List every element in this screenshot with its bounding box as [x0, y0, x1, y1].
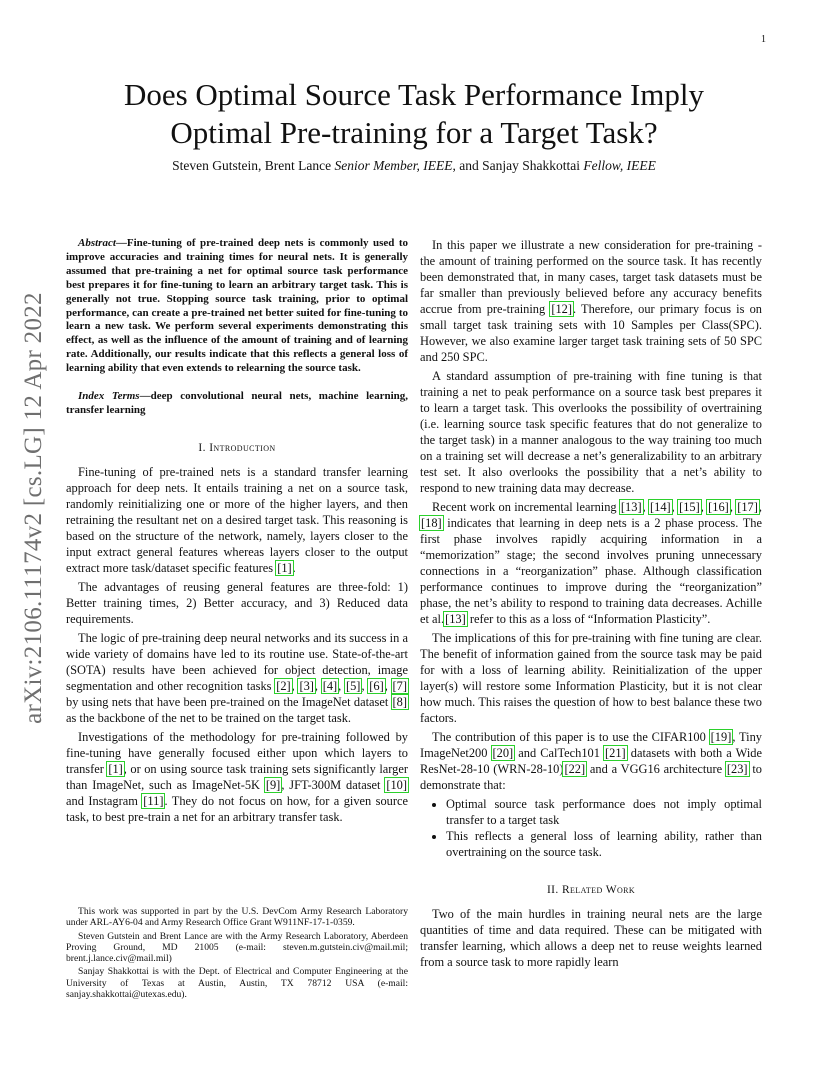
text-run: ,: [384, 678, 392, 693]
citation-link[interactable]: [8]: [392, 694, 407, 709]
intro-paragraph-4: [66, 729, 408, 825]
text-run: to demonstrate that:: [420, 762, 762, 792]
text-run: ,: [642, 500, 649, 514]
text-run: Investigations of the methodology for pre-training followed by fine-tuning have generally focused either upon which layers to transfer: [66, 729, 408, 776]
text-run: ,: [700, 500, 708, 514]
title-line-2: Optimal Pre-training for a Target Task?: [170, 115, 658, 150]
text-run: The contribution of this paper is to use the CIFAR100: [432, 730, 710, 744]
section-heading-introduction: [66, 442, 408, 454]
text-run: ,: [361, 678, 369, 693]
citation-link[interactable]: [20]: [492, 746, 514, 760]
citation-link[interactable]: [14]: [650, 500, 671, 514]
left-column: [66, 237, 408, 828]
footnote-funding: This work was supported in part by the U.S. DevCom Army Research Laboratory under ARL-AY6-04 and Army Research Office Grant W911NF-17-1-0359.: [66, 906, 408, 929]
citation-link[interactable]: [13]: [445, 612, 466, 626]
text-run: A standard assumption of pre-training with fine tuning is that training a net to peak performance on a source task best prepares it to learn a target task. This overlooks the possibility of overtraining (i.e. learning source task specific features that do not generalize to the target task) in a manner analogous to the way training too much on a training set will decrease a net’s generalizability to an arbitrary test set. It also overlooks the possibility that a net’s ability to respond to new training data may decrease.: [420, 369, 762, 495]
author-line: [66, 158, 762, 174]
footnote-affiliation-arl: Steven Gutstein and Brent Lance are with the Army Research Laboratory, Aberdeen Proving Ground, MD 21005 (e-mail: steven.m.gutstein.civ@mail.mil; brent.j.lance.civ@mail.mil): [66, 930, 408, 965]
citation-link[interactable]: [23]: [726, 762, 748, 776]
text-run: Fine-tuning of pre-trained nets is a standard transfer learning approach for deep nets. It entails training a net on a source task, randomly reinitializing one or more of the higher layers, and then retraining the resultant net on a desired target task. This reasoning is based on the structure of the network, namely, layers closer to the input extract general features whereas layers closer to the output extract more task/dataset specific features: [66, 464, 408, 575]
text-run: . They do not focus on how, for a given source task, to best pre-train a net for an arbitrary transfer task.: [66, 793, 408, 824]
text-run: The logic of pre-training deep neural networks and its success in a wide variety of domains have led to its routine use. State-of-the-art (SOTA) results have been achieved for object detection, image segmentation and other recognition tasks: [66, 630, 408, 693]
index-terms: [66, 390, 408, 418]
text-run: ,: [729, 500, 737, 514]
text-run: , or on using source task training sets significantly larger than ImageNet, such as ImageNet-5K: [66, 761, 408, 792]
section-title: Related Work: [561, 884, 636, 896]
text-run: and Instagram: [66, 793, 143, 808]
citation-link[interactable]: [13]: [620, 500, 642, 514]
citation-link[interactable]: [2]: [276, 678, 291, 693]
section-title: Introduction: [209, 441, 276, 454]
paper-title: [66, 76, 762, 152]
text-run: , Tiny ImageNet200: [420, 730, 763, 760]
text-run: as the backbone of the net to be trained on the target task.: [66, 710, 352, 725]
index-terms-text: —deep convolutional neural nets, machine learning, transfer learning: [66, 390, 408, 416]
contribution-item: • Optimal source task performance does not imply optimal transfer to a target task: [446, 796, 762, 828]
contribution-item: • This reflects a general loss of learning ability, rather than overtraining on the source task.: [446, 828, 762, 860]
text-run: Two of the main hurdles in training neural nets are the large quantities of time and data required. These can be mitigated with transfer learning, which allows a deep net to reuse weights learned from a source task to more rapidly learn: [420, 907, 762, 969]
text-run: The implications of this for pre-training with fine tuning are clear. The benefit of information gained from the source task may be paid for with a loss of learning ability. Reinitialization of the upper layer(s) will restore some Information Plasticity, but it is not clear how much. This raises the question of how to best balance these two factors.: [420, 631, 762, 725]
title-line-1: Does Optimal Source Task Performance Imply: [123, 77, 705, 112]
citation-link[interactable]: [1]: [277, 560, 292, 575]
citation-link[interactable]: [11]: [143, 793, 164, 808]
citation-link[interactable]: [22]: [564, 762, 586, 776]
intro-paragraph-3: [66, 630, 408, 726]
citation-link[interactable]: [16]: [708, 500, 729, 514]
citation-link[interactable]: [7]: [392, 678, 407, 693]
text-run: by using nets that have been pre-trained on the ImageNet dataset: [66, 694, 392, 709]
right-column: [420, 237, 762, 973]
section-heading-related-work: [420, 884, 762, 896]
text-run: indicates that learning in deep nets is a 2 phase process. The first phase involves rapidly acquiring information in a “memorization” stage; the second involves pruning unnecessary connections in a “reorganization” phase. Although classification performance continues to improve during the “reorganization” phase, the net’s ability to respond to training data decreases. Achille et al.: [420, 516, 762, 626]
intro-paragraph-2: [66, 579, 408, 627]
index-terms-label: Index Terms: [78, 390, 140, 403]
page-number: 1: [761, 34, 766, 45]
citation-link[interactable]: [3]: [299, 678, 314, 693]
footnote-affiliation-ut: Sanjay Shakkottai is with the Dept. of Electrical and Computer Engineering at the University of Texas at Austin, Austin, TX 78712 USA (e-mail: sanjay.shakkottai@utexas.edu).: [66, 966, 408, 1001]
citation-link[interactable]: [21]: [605, 746, 626, 760]
author-role-1: Senior Member, IEEE: [334, 158, 453, 173]
section-number: II.: [546, 884, 562, 896]
authors-part-2: , and Sanjay Shakkottai: [452, 158, 584, 173]
authors-part-1: Steven Gutstein, Brent Lance: [172, 158, 335, 173]
text-run: refer to this as a loss of “Information Plasticity”.: [466, 612, 711, 626]
text-run: ,: [671, 500, 679, 514]
text-run: ,: [338, 678, 345, 693]
related-work-paragraph-1: [420, 906, 762, 970]
text-run: , JFT-300M dataset: [281, 777, 386, 792]
citation-link[interactable]: [6]: [369, 678, 384, 693]
text-run: datasets with both a Wide ResNet-28-10 (WRN-28-10): [420, 746, 762, 776]
right-paragraph-5: [420, 729, 762, 793]
text-run: Recent work on incremental learning: [432, 500, 620, 514]
citation-link[interactable]: [4]: [322, 678, 338, 693]
text-run: ,: [291, 678, 299, 693]
abstract-label: Abstract: [78, 237, 116, 249]
text-run: .: [292, 560, 296, 575]
text-run: and a VGG16 architecture: [586, 762, 726, 776]
text-run: ,: [314, 678, 322, 693]
citation-link[interactable]: [19]: [710, 730, 732, 744]
text-run: In this paper we illustrate a new consideration for pre-training - the amount of training performed on the source task. It has recently been demonstrated that, in many cases, target task datasets must be far smaller than previously believed before any accuracy benefits accrue from pre-training: [420, 238, 762, 316]
abstract: [66, 237, 408, 376]
right-paragraph-2: [420, 368, 762, 496]
intro-paragraph-1: [66, 464, 408, 576]
author-role-2: Fellow, IEEE: [583, 158, 656, 173]
text-run: ,: [758, 500, 762, 514]
citation-link[interactable]: [10]: [386, 777, 407, 792]
section-number: I.: [198, 441, 210, 454]
text-run: . Therefore, our primary focus is on small target task training sets with 10 Samples per Class(SPC). However, we also examine larger target task training sets of 50 SPC and 250 SPC.: [420, 302, 762, 364]
contributions-list: [420, 796, 762, 860]
citation-link[interactable]: [9]: [265, 777, 281, 792]
text-run: The advantages of reusing general features are three-fold: 1) Better training times, 2) Better accuracy, and 3) Reduced data requirements.: [66, 579, 408, 626]
right-paragraph-3: [420, 499, 762, 627]
arxiv-id-text: arXiv:2106.11174v2 [cs.LG] 12 Apr 2022: [20, 292, 47, 724]
citation-link[interactable]: [1]: [108, 761, 123, 776]
text-run: and CalTech101: [514, 746, 605, 760]
right-paragraph-1: [420, 237, 762, 365]
abstract-text: —Fine-tuning of pre-trained deep nets is commonly used to improve accuracies and training times for neural nets. It is generally assumed that pre-training a net for optimal source task performance best prepares it for fine-tuning to learn an arbitrary target task. This is generally not true. Stopping source task training, prior to optimal performance, can create a pre-trained net better suited for fine-tuning to learn a new task. We perform several experiments demonstrating this effect, as well as the influence of the amount of training and of learning rate. Additionally, our results indicate that this reflects a general loss of learning ability that even extends to relearning the source task.: [66, 237, 408, 375]
citation-link[interactable]: [12]: [551, 302, 573, 316]
citation-link[interactable]: [17]: [737, 500, 758, 514]
citation-link[interactable]: [15]: [679, 500, 700, 514]
citation-link[interactable]: [5]: [345, 678, 361, 693]
right-paragraph-4: [420, 630, 762, 726]
footnotes: [66, 906, 408, 1002]
citation-link[interactable]: [18]: [421, 516, 442, 530]
arxiv-side-identifier: [14, 288, 54, 728]
